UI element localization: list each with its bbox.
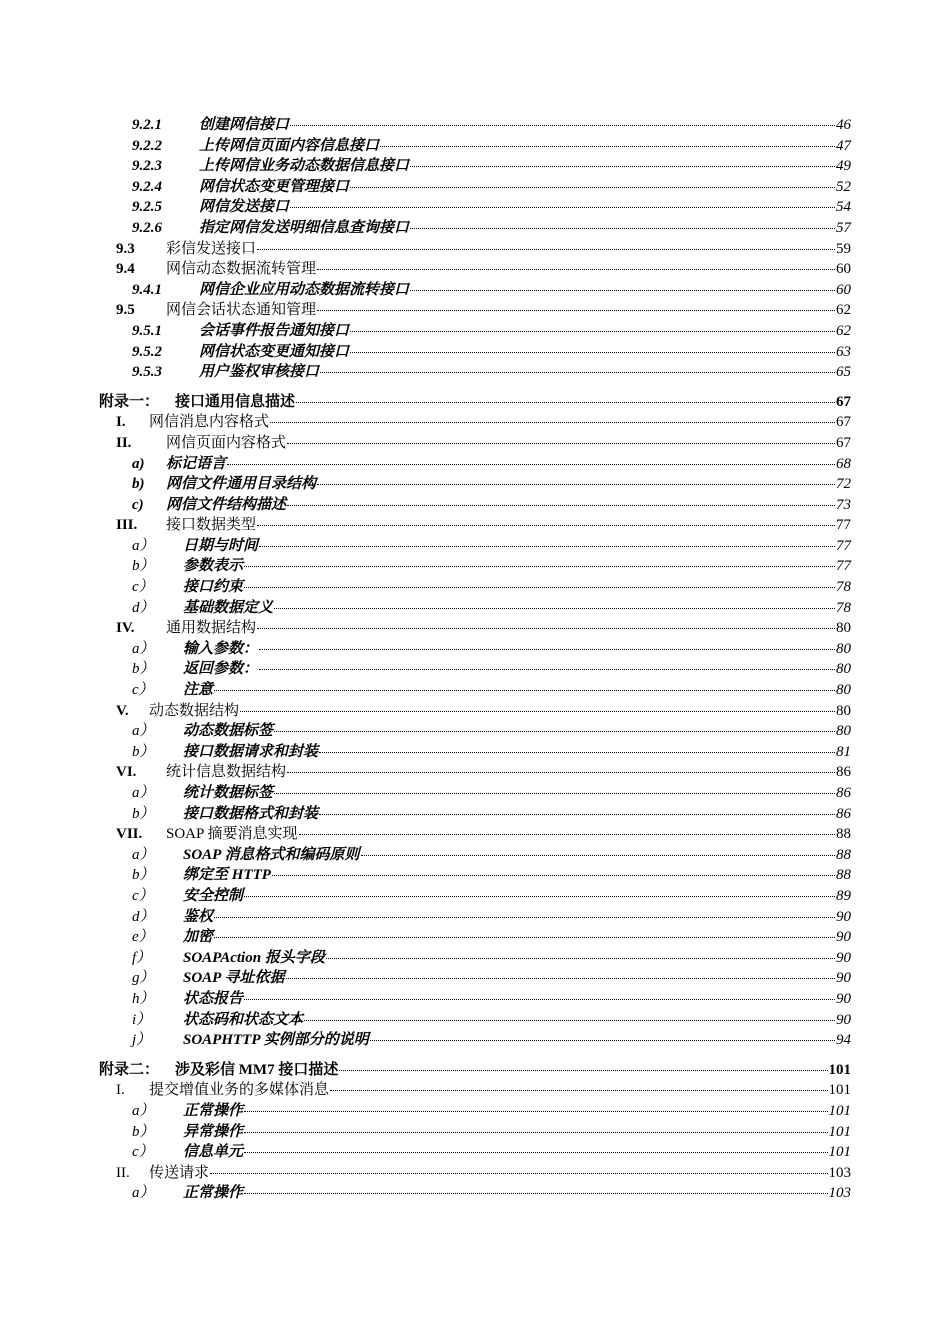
toc-entry-page-number: 52	[836, 178, 851, 195]
dot-leader	[270, 422, 835, 423]
toc-entry-title[interactable]: 指定网信发送明细信息查询接口	[199, 219, 410, 236]
toc-entry-page-number: 103	[828, 1185, 851, 1202]
toc-entry[interactable]	[0, 762, 950, 783]
toc-entry[interactable]	[0, 115, 950, 136]
table-of-contents	[0, 115, 950, 1204]
dot-leader	[274, 731, 835, 732]
toc-entry-title[interactable]: 网信状态变更通知接口	[199, 343, 350, 360]
toc-entry-title[interactable]: 会话事件报告通知接口	[199, 322, 350, 339]
toc-entry-number: j）	[132, 1032, 152, 1049]
toc-entry[interactable]	[0, 804, 950, 825]
toc-entry-page-number: 80	[836, 661, 851, 678]
toc-entry-page-number: 54	[836, 199, 851, 216]
toc-entry[interactable]	[0, 701, 950, 722]
toc-entry-title[interactable]: 提交增值业务的多媒体消息	[149, 1082, 330, 1099]
toc-entry-title[interactable]: 加密	[183, 929, 214, 946]
dot-leader	[244, 587, 835, 588]
toc-entry[interactable]	[0, 1163, 950, 1184]
toc-entry-page-number: 77	[836, 517, 851, 534]
toc-entry-title[interactable]: 参数表示	[183, 558, 244, 575]
toc-entry-page-number: 94	[836, 1032, 851, 1049]
toc-entry-title[interactable]: 网信文件通用目录结构	[166, 476, 317, 493]
toc-entry-page-number: 90	[836, 1011, 851, 1028]
toc-entry-number: 9.5	[116, 302, 135, 319]
dot-leader	[350, 352, 835, 353]
toc-entry[interactable]	[0, 968, 950, 989]
toc-entry-number: III.	[116, 517, 138, 534]
toc-entry-title[interactable]: 输入参数：	[183, 640, 259, 657]
toc-entry-number: 9.5.2	[132, 343, 162, 360]
toc-entry-page-number: 80	[836, 682, 851, 699]
toc-entry-page-number: 90	[836, 929, 851, 946]
toc-entry-page-number: 60	[836, 281, 851, 298]
dot-leader	[227, 464, 835, 465]
toc-entry-title[interactable]: 动态数据结构	[149, 702, 240, 719]
toc-entry-number: c）	[132, 682, 154, 699]
toc-entry-title[interactable]: 动态数据标签	[183, 723, 274, 740]
toc-entry[interactable]	[0, 218, 950, 239]
dot-leader	[244, 1152, 827, 1153]
dot-leader	[244, 896, 835, 897]
toc-entry-number: VII.	[116, 826, 143, 843]
toc-entry-title[interactable]: 绑定至 HTTP	[183, 867, 271, 884]
toc-entry-page-number: 80	[836, 723, 851, 740]
toc-entry-number: e）	[132, 929, 154, 946]
toc-entry-number: 9.5.1	[132, 322, 162, 339]
toc-entry-page-number: 62	[836, 322, 851, 339]
dot-leader	[326, 958, 835, 959]
toc-entry[interactable]	[0, 680, 950, 701]
toc-entry-title[interactable]: 日期与时间	[183, 537, 259, 554]
toc-entry-title[interactable]: 网信状态变更管理接口	[199, 178, 350, 195]
toc-entry-number: c)	[132, 496, 144, 513]
toc-entry[interactable]	[0, 362, 950, 383]
toc-entry-page-number: 62	[836, 302, 851, 319]
toc-entry-title[interactable]: 信息单元	[183, 1144, 244, 1161]
toc-entry-number: I.	[116, 1082, 125, 1099]
toc-entry-page-number: 77	[836, 537, 851, 554]
toc-entry-number: f）	[132, 949, 152, 966]
toc-entry-page-number: 46	[836, 117, 851, 133]
dot-leader	[287, 505, 835, 506]
dot-leader	[410, 290, 835, 291]
dot-leader	[317, 269, 835, 270]
toc-entry[interactable]	[0, 1183, 950, 1204]
toc-entry-title[interactable]: 标记语言	[166, 455, 227, 472]
toc-entry[interactable]	[0, 1010, 950, 1031]
toc-entry-number: a）	[132, 537, 155, 554]
toc-entry[interactable]	[0, 639, 950, 660]
toc-entry-number: d）	[132, 908, 155, 925]
toc-entry-number: i）	[132, 1011, 152, 1028]
toc-entry-title[interactable]: 彩信发送接口	[166, 240, 257, 257]
toc-entry-number: a）	[132, 1185, 155, 1202]
toc-entry-title[interactable]: 正常操作	[183, 1102, 244, 1119]
toc-entry[interactable]	[0, 824, 950, 845]
toc-entry[interactable]	[0, 177, 950, 198]
toc-entry-title[interactable]: 安全控制	[183, 887, 244, 904]
toc-entry-title[interactable]: 异常操作	[183, 1123, 244, 1140]
toc-entry-number: 9.4	[116, 261, 135, 278]
toc-entry[interactable]	[0, 1030, 950, 1051]
toc-entry-number: 9.2.2	[132, 137, 162, 154]
dot-leader	[370, 1040, 835, 1041]
toc-entry-page-number: 60	[836, 261, 851, 278]
toc-entry[interactable]	[0, 300, 950, 321]
toc-entry[interactable]	[0, 412, 950, 433]
dot-leader	[244, 1193, 827, 1194]
toc-entry[interactable]	[0, 556, 950, 577]
toc-entry-page-number: 59	[836, 240, 851, 257]
toc-entry-page-number: 86	[836, 764, 851, 781]
toc-entry-page-number: 101	[828, 1144, 851, 1161]
dot-leader	[317, 310, 835, 311]
toc-entry[interactable]	[0, 907, 950, 928]
toc-entry-page-number: 90	[836, 990, 851, 1007]
toc-entry-page-number: 103	[828, 1164, 851, 1181]
dot-leader	[259, 546, 835, 547]
toc-entry-number: 9.2.1	[132, 117, 162, 133]
toc-entry-number: c）	[132, 579, 154, 596]
dot-leader	[319, 814, 835, 815]
toc-entry[interactable]	[0, 1060, 950, 1081]
toc-entry[interactable]	[0, 845, 950, 866]
toc-entry[interactable]	[0, 239, 950, 260]
toc-entry-number: h）	[132, 990, 155, 1007]
toc-entry-page-number: 67	[836, 434, 851, 451]
toc-entry-page-number: 81	[836, 743, 851, 760]
toc-entry-number: a）	[132, 846, 155, 863]
toc-entry-title[interactable]: 网信页面内容格式	[166, 434, 287, 451]
dot-leader	[244, 1132, 827, 1133]
toc-entry[interactable]	[0, 948, 950, 969]
toc-entry[interactable]	[0, 886, 950, 907]
toc-entry-number: a）	[132, 1102, 155, 1119]
toc-entry-page-number: 86	[836, 805, 851, 822]
toc-entry[interactable]	[0, 321, 950, 342]
dot-leader	[290, 207, 835, 208]
toc-entry-number: II.	[116, 434, 132, 451]
toc-entry-number: b）	[132, 743, 155, 760]
toc-entry-title[interactable]: 接口通用信息描述	[175, 393, 296, 410]
toc-entry-title[interactable]: 状态报告	[183, 990, 244, 1007]
dot-leader	[287, 772, 835, 773]
toc-entry-page-number: 90	[836, 908, 851, 925]
toc-entry[interactable]	[0, 197, 950, 218]
toc-entry-number: c）	[132, 887, 154, 904]
toc-entry-number: 9.2.4	[132, 178, 162, 195]
dot-leader	[287, 443, 835, 444]
toc-entry-number: a)	[132, 455, 145, 472]
dot-leader	[410, 228, 835, 229]
dot-leader	[319, 752, 835, 753]
dot-leader	[259, 649, 835, 650]
toc-entry[interactable]	[0, 618, 950, 639]
toc-entry-number: g）	[132, 970, 155, 987]
dot-leader	[244, 1111, 827, 1112]
dot-leader	[296, 402, 835, 403]
toc-entry-number: 9.4.1	[132, 281, 162, 298]
toc-entry-title[interactable]: 统计数据标签	[183, 785, 274, 801]
toc-entry-number: a）	[132, 785, 155, 801]
toc-entry-number: b）	[132, 867, 155, 884]
toc-entry[interactable]	[0, 454, 950, 475]
toc-entry-page-number: 80	[836, 640, 851, 657]
dot-leader	[350, 331, 835, 332]
dot-leader	[214, 917, 835, 918]
toc-entry[interactable]	[0, 392, 950, 413]
toc-entry[interactable]	[0, 989, 950, 1010]
toc-entry-page-number: 47	[836, 137, 851, 154]
toc-entry-title[interactable]: 接口约束	[183, 579, 244, 596]
toc-entry-title[interactable]: 接口数据类型	[166, 517, 257, 534]
dot-leader	[244, 566, 835, 567]
toc-entry-number: VI.	[116, 764, 137, 781]
dot-leader	[290, 125, 835, 126]
toc-entry-title[interactable]: 网信消息内容格式	[149, 414, 270, 431]
dot-leader	[257, 249, 835, 250]
toc-entry-page-number: 101	[828, 1123, 851, 1140]
toc-entry-title[interactable]: 接口数据格式和封装	[183, 805, 319, 822]
toc-entry[interactable]	[0, 927, 950, 948]
dot-leader	[257, 628, 835, 629]
toc-entry-title[interactable]: 涉及彩信 MM7 接口描述	[175, 1061, 339, 1078]
toc-entry[interactable]	[0, 865, 950, 886]
toc-entry-number: b）	[132, 1123, 155, 1140]
toc-entry-page-number: 77	[836, 558, 851, 575]
toc-entry-page-number: 65	[836, 364, 851, 381]
dot-leader	[214, 937, 835, 938]
toc-entry-title[interactable]: 网信企业应用动态数据流转接口	[199, 281, 410, 298]
toc-entry-number: IV.	[116, 620, 135, 637]
toc-entry-page-number: 80	[836, 620, 851, 637]
dot-leader	[214, 690, 835, 691]
toc-entry-title[interactable]: 网信会话状态通知管理	[166, 302, 317, 319]
toc-entry-title[interactable]: 用户鉴权审核接口	[199, 364, 320, 381]
toc-entry-page-number: 68	[836, 455, 851, 472]
toc-entry-number: d）	[132, 599, 155, 616]
toc-entry-page-number: 89	[836, 887, 851, 904]
toc-entry-page-number: 72	[836, 476, 851, 493]
toc-entry-page-number: 78	[836, 579, 851, 596]
toc-entry-page-number: 101	[828, 1102, 851, 1119]
toc-entry-title[interactable]: SOAP 消息格式和编码原则	[183, 846, 360, 863]
dot-leader	[339, 1070, 827, 1071]
toc-entry-title[interactable]: 统计信息数据结构	[166, 764, 287, 781]
toc-entry-number: b）	[132, 558, 155, 575]
toc-entry-page-number: 80	[836, 702, 851, 719]
toc-entry[interactable]	[0, 1101, 950, 1122]
toc-entry-page-number: 73	[836, 496, 851, 513]
toc-entry-number: a）	[132, 640, 155, 657]
toc-entry-title[interactable]: 网信文件结构描述	[166, 496, 287, 513]
dot-leader	[299, 834, 835, 835]
toc-entry[interactable]	[0, 742, 950, 763]
dot-leader	[272, 875, 835, 876]
toc-entry-page-number: 90	[836, 949, 851, 966]
toc-entry-title[interactable]: 正常操作	[183, 1185, 244, 1202]
toc-entry-number: 9.3	[116, 240, 135, 257]
toc-entry-page-number: 101	[828, 1082, 851, 1099]
toc-entry-number: 9.5.3	[132, 364, 162, 381]
dot-leader	[304, 1020, 835, 1021]
toc-entry-page-number: 88	[836, 846, 851, 863]
toc-entry-page-number: 67	[836, 414, 851, 431]
dot-leader	[244, 999, 835, 1000]
toc-entry[interactable]	[0, 1080, 950, 1101]
toc-entry-number: b)	[132, 476, 145, 493]
toc-entry[interactable]	[0, 280, 950, 301]
dot-leader	[330, 1090, 827, 1091]
toc-entry[interactable]	[0, 515, 950, 536]
toc-entry[interactable]	[0, 659, 950, 680]
dot-leader	[274, 793, 835, 794]
toc-entry-number: 9.2.3	[132, 158, 162, 175]
toc-entry-title[interactable]: 网信发送接口	[199, 199, 290, 216]
toc-entry[interactable]	[0, 495, 950, 516]
toc-entry[interactable]	[0, 342, 950, 363]
toc-entry-title[interactable]: SOAP 摘要消息实现	[166, 826, 298, 843]
toc-entry-title[interactable]: 通用数据结构	[166, 620, 257, 637]
dot-leader	[286, 978, 835, 979]
toc-entry-title[interactable]: 创建网信接口	[199, 117, 290, 133]
toc-entry-title[interactable]: SOAPAction 报头字段	[183, 949, 325, 966]
toc-entry-page-number: 88	[836, 826, 851, 843]
toc-entry[interactable]	[0, 474, 950, 495]
dot-leader	[317, 484, 835, 485]
toc-entry[interactable]	[0, 1142, 950, 1163]
toc-entry-number: 9.2.5	[132, 199, 162, 216]
dot-leader	[240, 711, 835, 712]
toc-entry-number: c）	[132, 1144, 154, 1161]
toc-entry[interactable]	[0, 783, 950, 804]
toc-entry-page-number: 86	[836, 785, 851, 801]
toc-entry-title[interactable]: SOAPHTTP 实例部分的说明	[183, 1032, 369, 1049]
dot-leader	[257, 525, 835, 526]
toc-entry-number: 9.2.6	[132, 219, 162, 236]
toc-entry[interactable]	[0, 259, 950, 280]
dot-leader	[210, 1173, 827, 1174]
toc-entry[interactable]	[0, 721, 950, 742]
toc-entry[interactable]	[0, 433, 950, 454]
toc-entry-title[interactable]: 状态码和状态文本	[183, 1011, 304, 1028]
toc-entry-number: a）	[132, 723, 155, 740]
toc-entry[interactable]	[0, 577, 950, 598]
toc-entry-number: b）	[132, 805, 155, 822]
toc-entry-page-number: 78	[836, 599, 851, 616]
toc-entry-page-number: 90	[836, 970, 851, 987]
dot-leader	[350, 187, 835, 188]
toc-entry-number: I.	[116, 414, 126, 431]
toc-entry-page-number: 57	[836, 219, 851, 236]
toc-entry-title[interactable]: 上传网信页面内容信息接口	[199, 137, 380, 154]
dot-leader	[320, 372, 835, 373]
toc-entry-title[interactable]: 上传网信业务动态数据信息接口	[199, 158, 410, 175]
toc-entry-title[interactable]: SOAP 寻址依据	[183, 970, 285, 987]
toc-entry-number: V.	[116, 702, 129, 719]
toc-entry-number: 附录一：	[99, 393, 160, 410]
toc-entry-title[interactable]: 基础数据定义	[183, 599, 274, 616]
toc-entry-page-number: 49	[836, 158, 851, 175]
dot-leader	[380, 146, 835, 147]
toc-entry-title[interactable]: 传送请求	[149, 1164, 210, 1181]
toc-entry-title[interactable]: 注意	[183, 682, 214, 699]
toc-entry-page-number: 101	[828, 1061, 851, 1078]
toc-entry[interactable]	[0, 1122, 950, 1143]
toc-entry-title[interactable]: 鉴权	[183, 908, 214, 925]
dot-leader	[259, 669, 835, 670]
toc-entry-page-number: 88	[836, 867, 851, 884]
toc-entry-title[interactable]: 网信动态数据流转管理	[166, 261, 317, 278]
toc-entry[interactable]	[0, 156, 950, 177]
toc-entry-page-number: 67	[836, 393, 851, 410]
toc-entry-title[interactable]: 返回参数：	[183, 661, 259, 678]
toc-entry-page-number: 63	[836, 343, 851, 360]
toc-entry[interactable]	[0, 536, 950, 557]
toc-entry[interactable]	[0, 136, 950, 157]
dot-leader	[361, 855, 835, 856]
dot-leader	[274, 608, 835, 609]
toc-entry[interactable]	[0, 598, 950, 619]
toc-entry-number: II.	[116, 1164, 130, 1181]
toc-entry-title[interactable]: 接口数据请求和封装	[183, 743, 319, 760]
toc-entry-number: 附录二：	[99, 1061, 160, 1078]
dot-leader	[410, 166, 835, 167]
toc-entry-number: b）	[132, 661, 155, 678]
